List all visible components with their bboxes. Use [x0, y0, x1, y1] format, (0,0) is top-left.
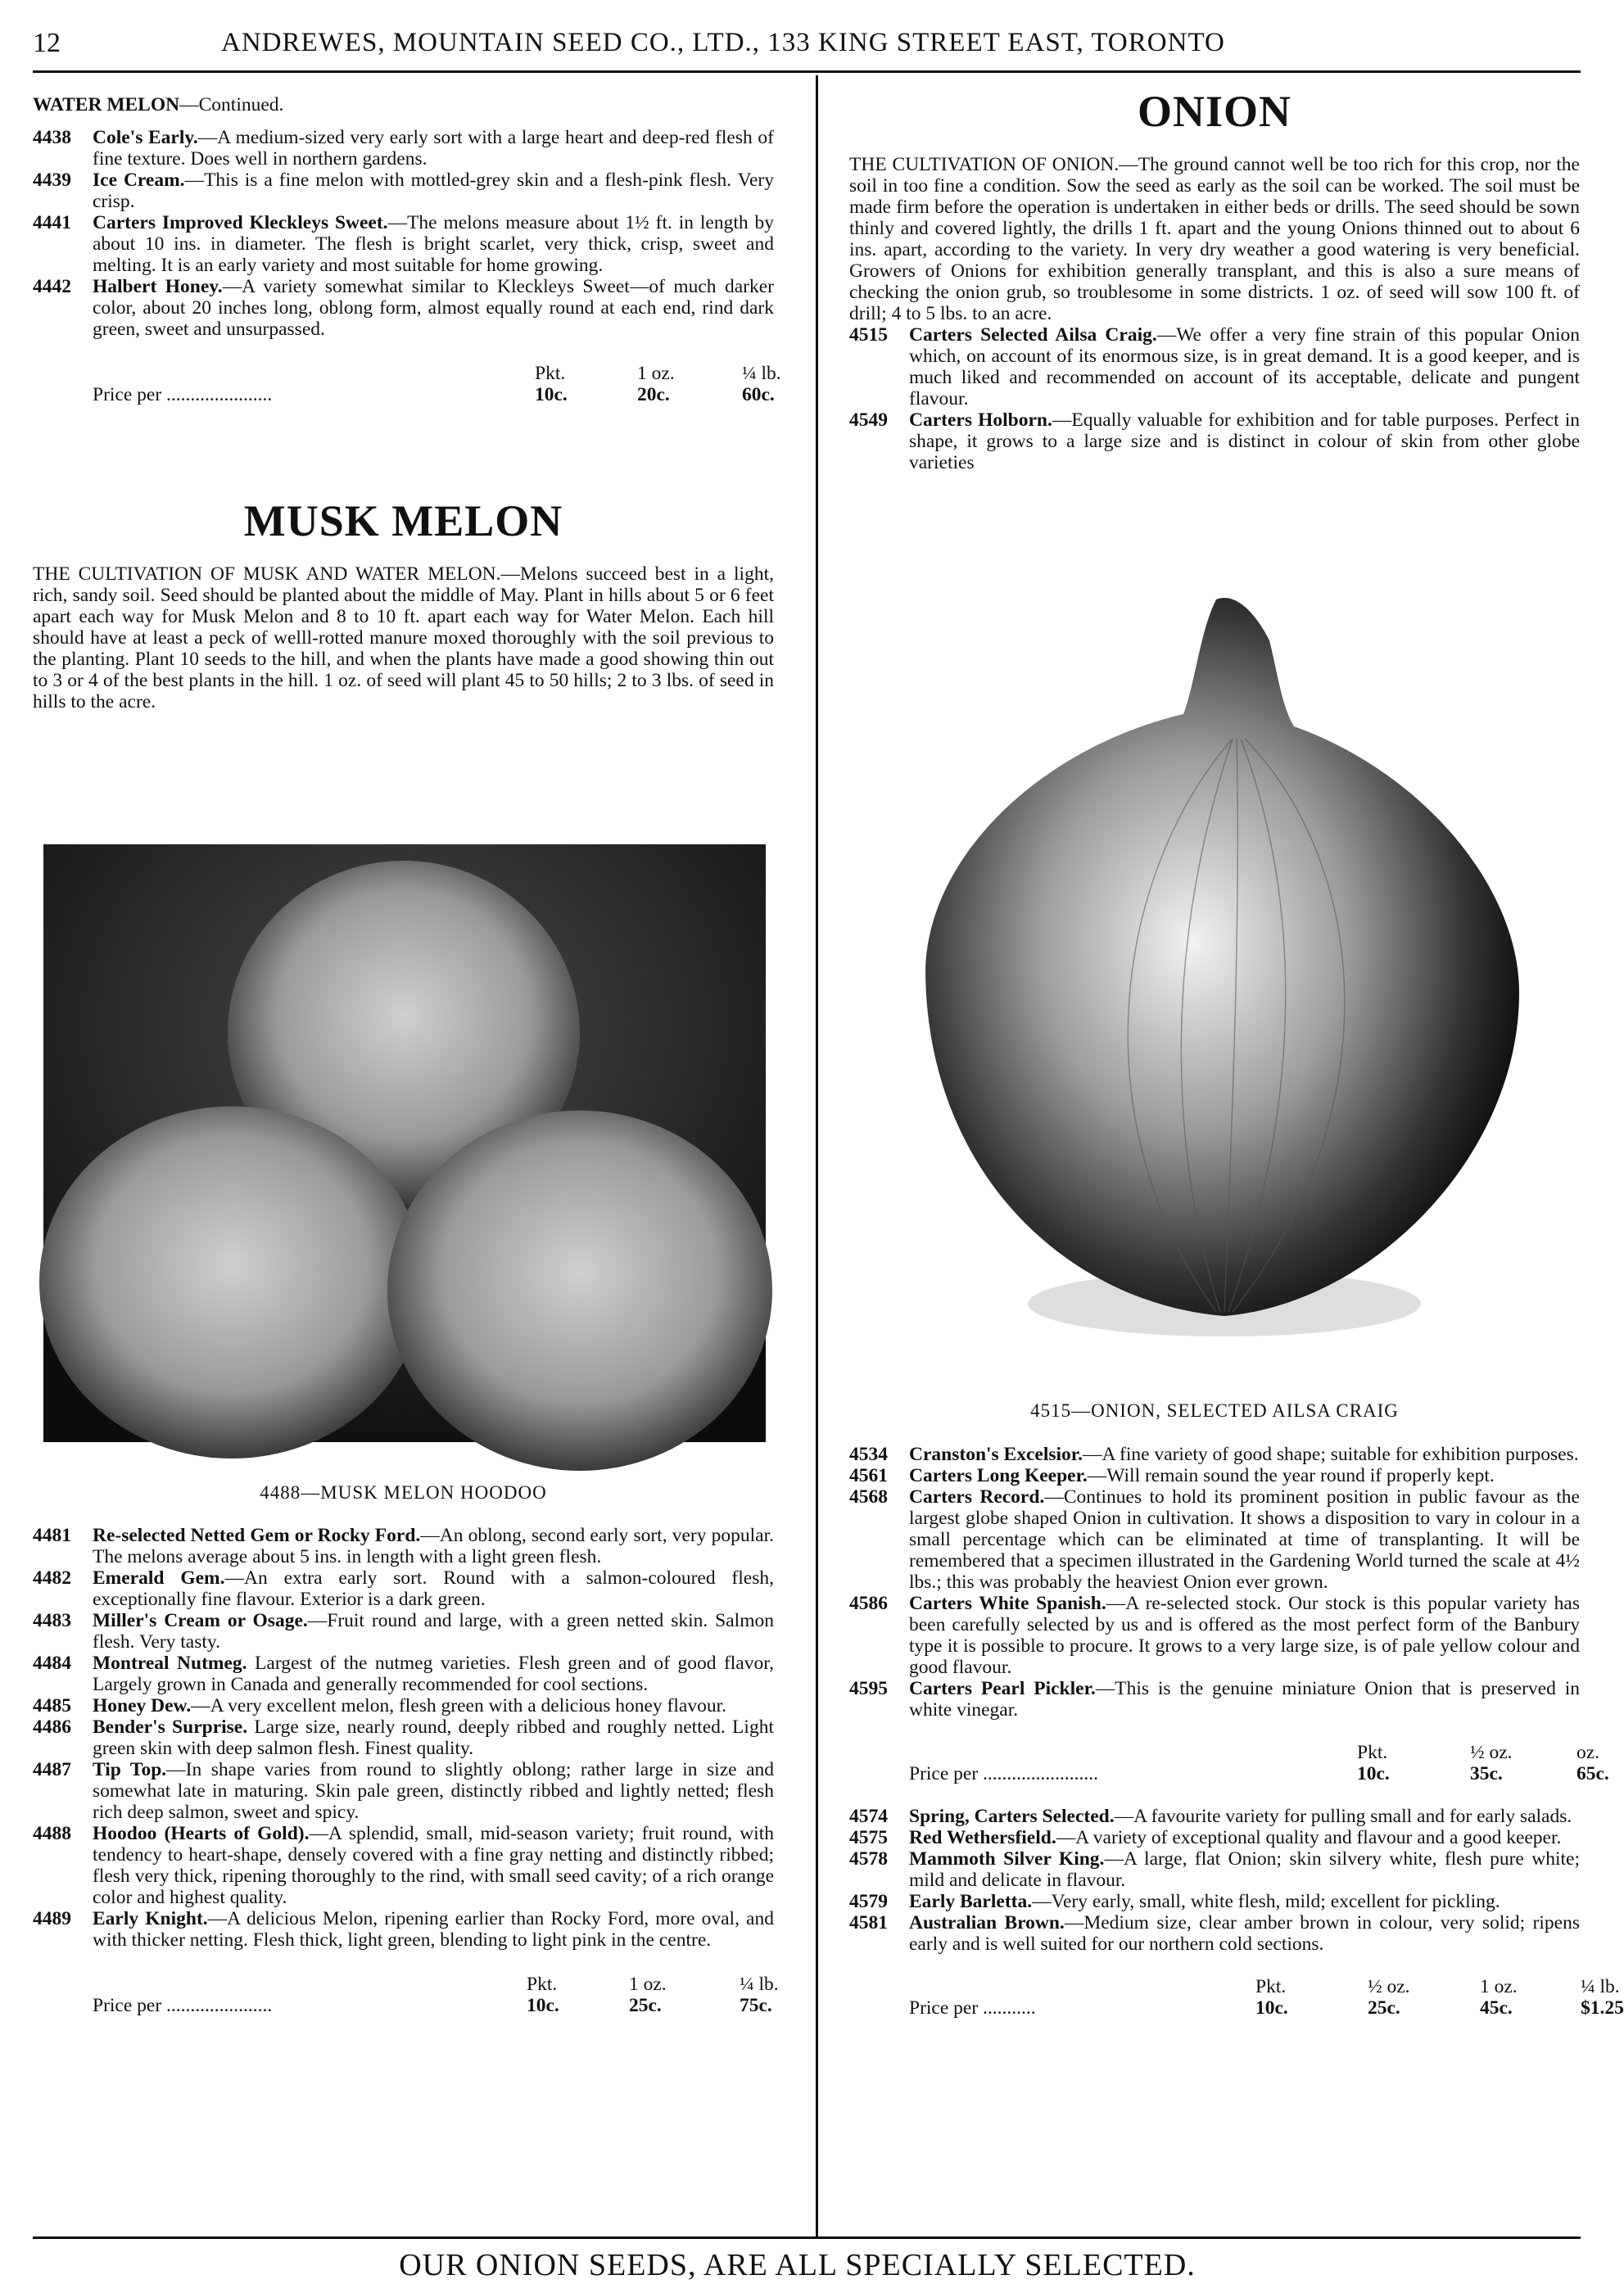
entry-description: —A fine variety of good shape; suitable for exhibition purposes.: [1082, 1444, 1579, 1465]
catalog-entry: [849, 324, 1580, 409]
entry-name: Carters Selected Ailsa Craig.: [909, 324, 1157, 346]
price-unit-header: ½ oz.: [1368, 1976, 1410, 1997]
entry-description: —Continues to hold its prominent position in public favour as the largest globe shaped Onion in cultivation. It shows a disposition to vary in colour in a small percentage which can be eliminated at time of transplanting. It will be remembered that a specimen illustrated in the Gardening World turned the scale at 4½ lbs.; this was probably the heaviest Onion ever grown.: [909, 1486, 1580, 1593]
right-column-lower: [849, 1444, 1624, 2022]
entry-description: —A variety of exceptional quality and flavour and a good keeper.: [1056, 1827, 1562, 1848]
catalog-entry: [33, 170, 774, 212]
price-value: 10c.: [527, 1995, 559, 2016]
price-value: 20c.: [637, 384, 670, 405]
price-unit-header: Pkt.: [527, 1974, 558, 1995]
entry-description: —A favourite variety for pulling small and for early salads.: [1114, 1806, 1572, 1827]
entry-number: 4487: [33, 1759, 71, 1780]
entry-description: —Equally valuable for exhibition and for table purposes. Perfect in shape, it grows to a large size and is distinct in colour of skin from other globe varieties: [909, 409, 1580, 473]
entry-description: —Very early, small, white flesh, mild; excellent for pickling.: [1032, 1891, 1500, 1912]
entry-name: Miller's Cream or Osage.: [93, 1610, 308, 1631]
catalog-entry: [33, 1716, 774, 1759]
price-value: 25c.: [1368, 1997, 1400, 2019]
catalog-entry: [849, 1912, 1580, 1955]
continued-heading: [33, 94, 774, 115]
price-value: 65c.: [1577, 1763, 1609, 1784]
price-value: 10c.: [1357, 1763, 1390, 1784]
entry-number: 4534: [849, 1444, 888, 1465]
price-value: 10c.: [535, 384, 568, 405]
entry-name: Bender's Surprise.: [93, 1716, 248, 1738]
entry-name: Tip Top.: [93, 1759, 167, 1780]
catalog-entry: [33, 1695, 774, 1716]
entry-number: 4549: [849, 409, 888, 431]
price-value: 10c.: [1255, 1997, 1288, 2019]
melon-right: [387, 1110, 772, 1471]
onion-mid-entries: [849, 1444, 1580, 1721]
entry-number: 4586: [849, 1593, 888, 1614]
musk-melon-photo: [43, 844, 766, 1442]
entry-number: 4489: [33, 1908, 71, 1929]
price-label: Price per ........................: [909, 1763, 1099, 1784]
entry-description: —A delicious Melon, ripening earlier than Rocky Ford, more oval, and with thicker netting. Flesh thick, light green, blending to light pink in the centre.: [93, 1908, 774, 1951]
price-label: Price per ...........: [909, 1997, 1036, 2019]
musk-melon-price: [93, 1974, 779, 2019]
entry-number: 4483: [33, 1610, 71, 1631]
entry-name: Mammoth Silver King.: [909, 1848, 1105, 1870]
price-label: Price per ......................: [93, 384, 273, 405]
entry-description: —We offer a very fine strain of this popular Onion which, on account of its enormous size, is in great demand. It is a good keeper, and is much liked and recommended on account of its acceptable, delicate and pungent flavour.: [909, 324, 1580, 409]
musk-melon-section: [33, 496, 774, 712]
page-header: ANDREWES, MOUNTAIN SEED CO., LTD., 133 KING STREET EAST, TORONTO: [221, 28, 1225, 57]
price-value: $1.25: [1581, 1997, 1624, 2019]
continued-heading-title: WATER MELON: [33, 94, 180, 115]
entry-description: —A re-selected stock. Our stock is this popular variety has been carefully selected by us and is offered as the most perfect form of the Banbury type it is possible to procure. It grows to a very large size, is of pale yellow colour and good flavour.: [909, 1593, 1580, 1678]
entry-number: 4484: [33, 1653, 71, 1674]
right-column-upper: [849, 87, 1580, 473]
price-value: 45c.: [1480, 1997, 1513, 2019]
entry-name: Montreal Nutmeg.: [93, 1653, 247, 1674]
entry-description: Large size, nearly round, deeply ribbed and roughly netted. Light green skin with deep salmon flesh. Finest quality.: [93, 1716, 774, 1759]
entry-name: Early Knight.: [93, 1908, 208, 1929]
price-value: 35c.: [1470, 1763, 1503, 1784]
catalog-entry: [849, 1827, 1580, 1848]
onion-bulb: [925, 598, 1519, 1316]
entry-number: 4442: [33, 276, 71, 297]
entry-name: Spring, Carters Selected.: [909, 1806, 1115, 1827]
footer-slogan: OUR ONION SEEDS, ARE ALL SPECIALLY SELECTED.: [399, 2248, 1196, 2282]
catalog-entry: [849, 1444, 1580, 1465]
entry-number: 4481: [33, 1525, 71, 1546]
catalog-entry: [33, 1525, 774, 1567]
entry-description: —A very excellent melon, flesh green with a delicious honey flavour.: [191, 1695, 727, 1716]
catalog-entry: [33, 1567, 774, 1610]
entry-name: Hoodoo (Hearts of Gold).: [93, 1823, 310, 1844]
price-value: 25c.: [629, 1995, 662, 2016]
entry-number: 4561: [849, 1465, 888, 1486]
price-value: 60c.: [742, 384, 775, 405]
entry-name: Ice Cream.: [93, 170, 185, 191]
entry-description: —An extra early sort. Round with a salmon-coloured flesh, exceptionally fine flavour. Exterior is a dark green.: [93, 1567, 774, 1610]
price-unit-header: ¼ lb.: [1581, 1976, 1620, 1997]
catalog-entry: [33, 1610, 774, 1653]
onion-bottom-entries: [849, 1806, 1580, 1955]
musk-melon-title: MUSK MELON: [243, 496, 563, 545]
catalog-entry: [849, 409, 1580, 473]
catalog-entry: [33, 127, 774, 170]
catalog-entry: [33, 1759, 774, 1823]
entry-number: 4439: [33, 170, 71, 191]
entry-description: —Will remain sound the year round if properly kept.: [1087, 1465, 1495, 1486]
onion-intro: THE CULTIVATION OF ONION.—The ground cannot well be too rich for this crop, nor the soil in too fine a condition. Sow the seed as early as the soil can be worked. The soil must be made firm before the operation is undertaken in either beds or drills. The seed should be sown thinly and covered lightly, the drills 1 ft. apart and the young Onions thinned out to about 6 ins. apart, according to the variety. In very dry weather a good watering is very beneficial. Growers of Onions for exhibition generally transplant, and this is also a sure means of checking the onion grub, so troublesome in some districts. 1 oz. of seed will sow 100 ft. of drill; 4 to 5 lbs. to an acre.: [849, 154, 1580, 324]
entry-name: Early Barletta.: [909, 1891, 1033, 1912]
musk-melon-caption: 4488—MUSK MELON HOODOO: [260, 1482, 547, 1503]
entry-description: —Fruit round and large, with a green netted skin. Salmon flesh. Very tasty.: [93, 1610, 774, 1653]
catalog-entry: [33, 1653, 774, 1695]
entry-number: 4515: [849, 324, 888, 346]
entry-description: —This is a fine melon with mottled-grey skin and a flesh-pink flesh. Very crisp.: [93, 170, 774, 212]
catalog-entry: [849, 1593, 1580, 1678]
entry-name: Honey Dew.: [93, 1695, 192, 1716]
price-unit-header: Pkt.: [1357, 1742, 1388, 1763]
musk-melon-intro: THE CULTIVATION OF MUSK AND WATER MELON.—Melons succeed best in a light, rich, sandy soil. Seed should be planted about the middle of May. Plant in hills about 5 or 6 feet apart each way for Musk Melon and 8 to 10 ft. apart each way for Water Melon. Each hill should have at least a peck of welll-rotted manure moxed thoroughly with the soil previous to the planting. Plant 10 seeds to the hill, and when the plants have made a good showing thin out to 3 or 4 of the best plants in the hill. 1 oz. of seed will plant 45 to 50 hills; 2 to 3 lbs. of seed in hills to the acre.: [33, 563, 774, 712]
bottom-rule: [33, 2237, 1581, 2239]
entry-number: 4575: [849, 1827, 888, 1848]
entry-description: —This is the genuine miniature Onion that is preserved in white vinegar.: [909, 1678, 1580, 1721]
catalog-entry: [33, 212, 774, 276]
catalog-entry: [849, 1486, 1580, 1593]
entry-name: Carters Record.: [909, 1486, 1045, 1508]
entry-description: —Medium size, clear amber brown in colour, very solid; ripens early and is well suited for our northern cold sections.: [909, 1912, 1580, 1955]
entry-name: Emerald Gem.: [93, 1567, 225, 1589]
left-column-upper: [33, 94, 781, 409]
onion-top-entries: [849, 324, 1580, 473]
entry-number: 4488: [33, 1823, 71, 1844]
catalog-entry: [849, 1848, 1580, 1891]
price-unit-header: 1 oz.: [629, 1974, 667, 1995]
entry-description: —In shape varies from round to slightly oblong; rather large in size and somewhat late in maturing. Skin pale green, distinctly ribbed and lightly netted; flesh rich deep salmon, sweet and spicy.: [93, 1759, 775, 1823]
entry-number: 4568: [849, 1486, 888, 1508]
page-number: 12: [33, 28, 61, 58]
entry-name: Red Wethersfield.: [909, 1827, 1056, 1848]
musk-melon-entries: [33, 1525, 774, 1951]
price-unit-header: ½ oz.: [1470, 1742, 1513, 1763]
price-unit-header: Pkt.: [535, 363, 566, 384]
price-unit-header: ¼ lb.: [740, 1974, 779, 1995]
price-unit-header: ¼ lb.: [742, 363, 781, 384]
entry-number: 4438: [33, 127, 71, 148]
price-unit-header: Pkt.: [1255, 1976, 1287, 1997]
entry-number: 4578: [849, 1848, 888, 1870]
entry-description: —A medium-sized very early sort with a large heart and deep-red flesh of fine texture. Does well in northern gardens.: [93, 127, 774, 170]
column-divider: [816, 75, 818, 2237]
entry-name: Carters White Spanish.: [909, 1593, 1106, 1614]
onion-bottom-price: [909, 1976, 1624, 2022]
entry-name: Carters Improved Kleckleys Sweet.: [93, 212, 388, 233]
water-melon-price: [93, 363, 781, 409]
entry-name: Cranston's Excelsior.: [909, 1444, 1083, 1465]
entry-name: Carters Long Keeper.: [909, 1465, 1088, 1486]
entry-number: 4485: [33, 1695, 71, 1716]
entry-number: 4581: [849, 1912, 888, 1933]
catalog-entry: [849, 1678, 1580, 1721]
entry-description: —An oblong, second early sort, very popular. The melons average about 5 ins. in length with a light green flesh.: [93, 1525, 774, 1567]
entry-name: Carters Holborn.: [909, 409, 1052, 431]
price-unit-header: 1 oz.: [1480, 1976, 1518, 1997]
entry-number: 4595: [849, 1678, 888, 1699]
price-label: Price per ......................: [93, 1995, 273, 2016]
onion-mid-price: [909, 1742, 1609, 1788]
entry-name: Australian Brown.: [909, 1912, 1065, 1933]
entry-description: —A large, flat Onion; skin silvery white, flesh pure white; mild and delicate in flavour.: [909, 1848, 1581, 1891]
price-unit-header: oz.: [1577, 1742, 1600, 1763]
entry-description: —A variety somewhat similar to Kleckleys Sweet—of much darker color, about 20 inches long, oblong form, almost equally round at each end, rind dark green, sweet and unsurpassed.: [93, 276, 774, 340]
entry-description: —The melons measure about 1½ ft. in length by about 10 ins. in diameter. The flesh is bright scarlet, very thick, crisp, sweet and melting. It is an early variety and most suitable for home growing.: [93, 212, 774, 276]
entry-description: Largest of the nutmeg varieties. Flesh green and of good flavor, Largely grown in Canada and generally recommended for cool sections.: [93, 1653, 774, 1695]
water-melon-entries: [33, 127, 774, 340]
entry-name: Halbert Honey.: [93, 276, 223, 297]
entry-name: Re-selected Netted Gem or Rocky Ford.: [93, 1525, 421, 1546]
onion-title: ONION: [1137, 87, 1292, 136]
entry-number: 4486: [33, 1716, 71, 1738]
onion-photo: [913, 583, 1523, 1349]
top-rule: [33, 70, 1581, 73]
entry-number: 4574: [849, 1806, 888, 1827]
catalog-entry: [33, 1908, 774, 1951]
catalog-entry: [849, 1806, 1580, 1827]
entry-name: Carters Pearl Pickler.: [909, 1678, 1096, 1699]
entry-number: 4441: [33, 212, 71, 233]
catalog-entry: [33, 276, 774, 340]
price-unit-header: 1 oz.: [637, 363, 675, 384]
entry-name: Cole's Early.: [93, 127, 198, 148]
catalog-entry: [849, 1891, 1580, 1912]
entry-description: —A splendid, small, mid-season variety; fruit round, with tendency to heart-shape, densely covered with a fine gray netting and distinctly ribbed; flesh very thick, ripening thoroughly to the rind, with small seed cavity; of a rich orange color and highest quality.: [93, 1823, 774, 1908]
entry-number: 4482: [33, 1567, 71, 1589]
left-column-lower: [33, 1525, 779, 2019]
catalog-entry: [849, 1465, 1580, 1486]
melon-left: [39, 1106, 424, 1459]
onion-caption: 4515—ONION, SELECTED AILSA CRAIG: [1030, 1400, 1399, 1421]
catalog-entry: [33, 1823, 774, 1908]
continued-heading-suffix: —Continued.: [179, 94, 284, 115]
price-value: 75c.: [740, 1995, 772, 2016]
entry-number: 4579: [849, 1891, 888, 1912]
